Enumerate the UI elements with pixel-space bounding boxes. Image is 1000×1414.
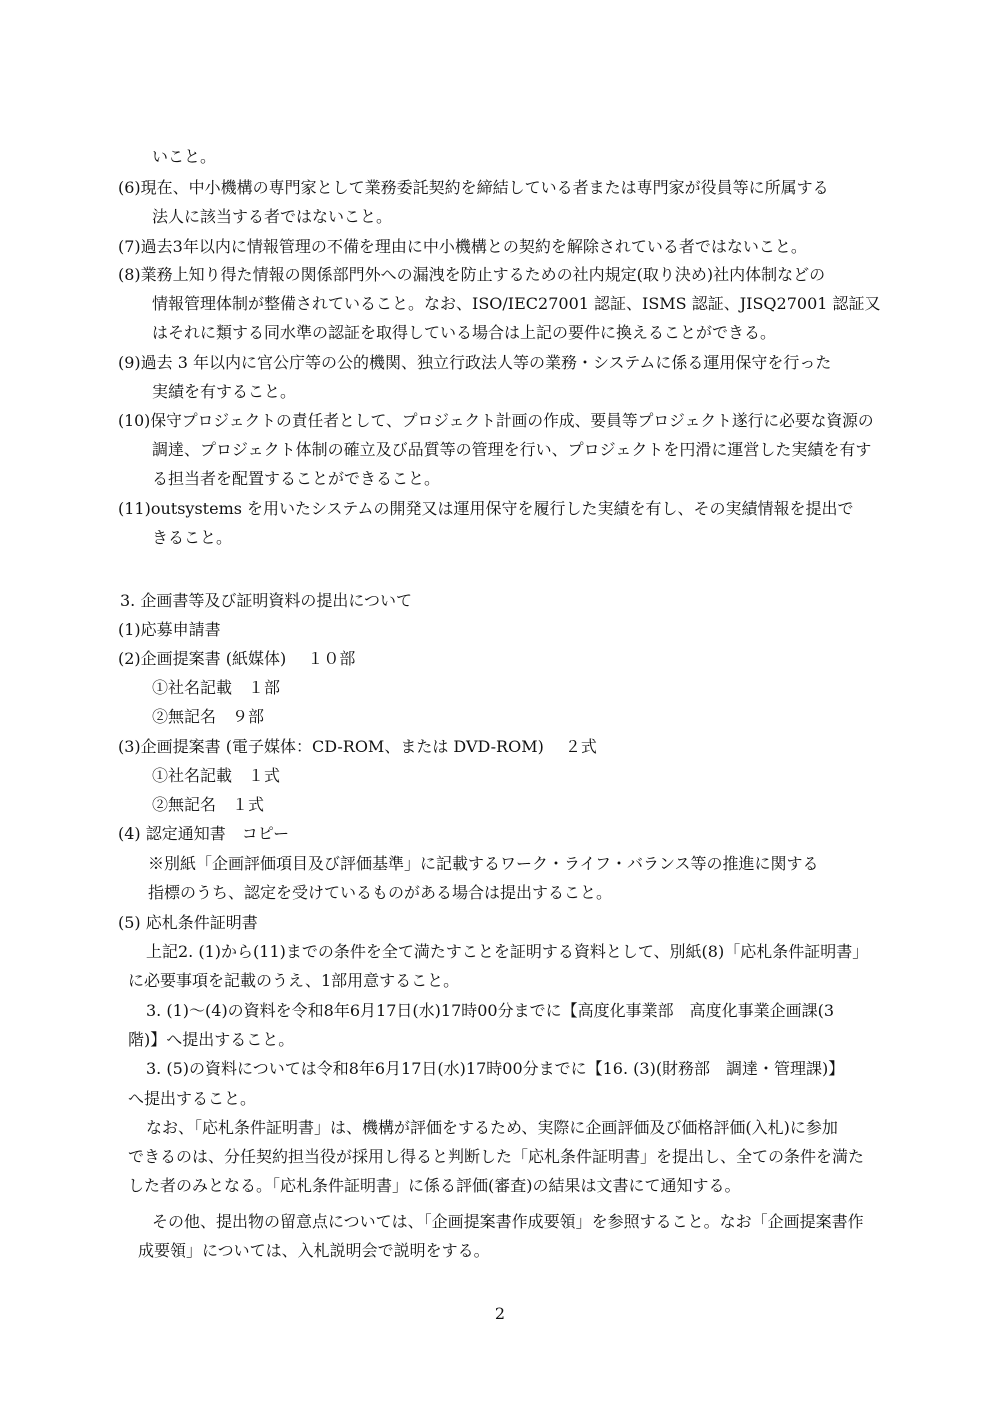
- text-line: (10)保守プロジェクトの責任者として、プロジェクト計画の作成、要員等プロジェクト遂行に必要な資源の: [118, 411, 874, 430]
- text-line: (2)企画提案書 (紙媒体) １０部: [118, 649, 356, 668]
- text-line: 上記2. (1)から(11)までの条件を全て満たすことを証明する資料として、別紙(8)「応札条件証明書」: [146, 942, 869, 961]
- text-line: きること。: [152, 528, 233, 547]
- text-line: (4) 認定通知書 コピー: [118, 824, 290, 843]
- text-line: (3)企画提案書 (電子媒体：CD-ROM、または DVD-ROM) ２式: [118, 737, 597, 756]
- text-line: に必要事項を記載のうえ、1部用意すること。: [128, 971, 460, 990]
- text-line: その他、提出物の留意点については、「企画提案書作成要領」を参照すること。なお「企画提案書作: [152, 1212, 864, 1231]
- text-line: はそれに類する同水準の認証を取得している場合は上記の要件に換えることができる。: [152, 323, 777, 342]
- text-line: いこと。: [152, 147, 217, 166]
- text-line: 法人に該当する者ではないこと。: [152, 207, 393, 226]
- text-line: 成要領」については、入札説明会で説明をする。: [138, 1241, 490, 1260]
- text-line: した者のみとなる。「応札条件証明書」に係る評価(審査)の結果は文書にて通知する。: [128, 1176, 741, 1195]
- text-line: 情報管理体制が整備されていること。なお、ISO/IEC27001 認証、ISMS 認証、JISQ27001 認証又: [152, 294, 881, 313]
- text-line: ②無記名 ９部: [152, 707, 265, 726]
- text-line: 調達、プロジェクト体制の確立及び品質等の管理を行い、プロジェクトを円滑に運営した実績を有す: [152, 440, 872, 459]
- text-line: (7)過去3年以内に情報管理の不備を理由に中小機構との契約を解除されている者ではないこと。: [118, 237, 807, 256]
- text-line: ※別紙「企画評価項目及び評価基準」に記載するワーク・ライフ・バランス等の推進に関する: [148, 854, 819, 873]
- text-line: (8)業務上知り得た情報の関係部門外への漏洩を防止するための社内規定(取り決め)社内体制などの: [118, 265, 826, 284]
- text-line: 3. (1)～(4)の資料を令和8年6月17日(水)17時00分までに【高度化事業部 高度化事業企画課(3: [146, 1001, 835, 1020]
- text-line: ①社名記載 １部: [152, 678, 281, 697]
- text-line: へ提出すること。: [128, 1089, 257, 1108]
- text-line: (6)現在、中小機構の専門家として業務委託契約を締結している者または専門家が役員等に所属する: [118, 178, 829, 197]
- text-line: 階)】へ提出すること。: [128, 1030, 295, 1049]
- text-line: できるのは、分任契約担当役が採用し得ると判断した「応札条件証明書」を提出し、全ての条件を満た: [128, 1147, 865, 1166]
- text-line: (9)過去 3 年以内に官公庁等の公的機関、独立行政法人等の業務・システムに係る運用保守を行った: [118, 353, 832, 372]
- section-heading: 3. 企画書等及び証明資料の提出について: [120, 591, 413, 610]
- text-line: ①社名記載 １式: [152, 766, 281, 785]
- text-line: 3. (5)の資料については令和8年6月17日(水)17時00分までに【16. (3)(財務部 調達・管理課)】: [146, 1059, 845, 1078]
- text-line: る担当者を配置することができること。: [152, 469, 441, 488]
- text-line: 指標のうち、認定を受けているものがある場合は提出すること。: [148, 883, 613, 902]
- text-line: (1)応募申請書: [118, 620, 221, 639]
- text-line: なお、「応札条件証明書」は、機構が評価をするため、実際に企画評価及び価格評価(入札)に参加: [146, 1118, 838, 1137]
- text-line: (5) 応札条件証明書: [118, 913, 258, 932]
- text-line: (11)outsystems を用いたシステムの開発又は運用保守を履行した実績を有し、その実績情報を提出で: [118, 499, 854, 518]
- text-line: 実績を有すること。: [152, 382, 297, 401]
- page-number: 2: [494, 1304, 506, 1323]
- text-line: ②無記名 １式: [152, 795, 265, 814]
